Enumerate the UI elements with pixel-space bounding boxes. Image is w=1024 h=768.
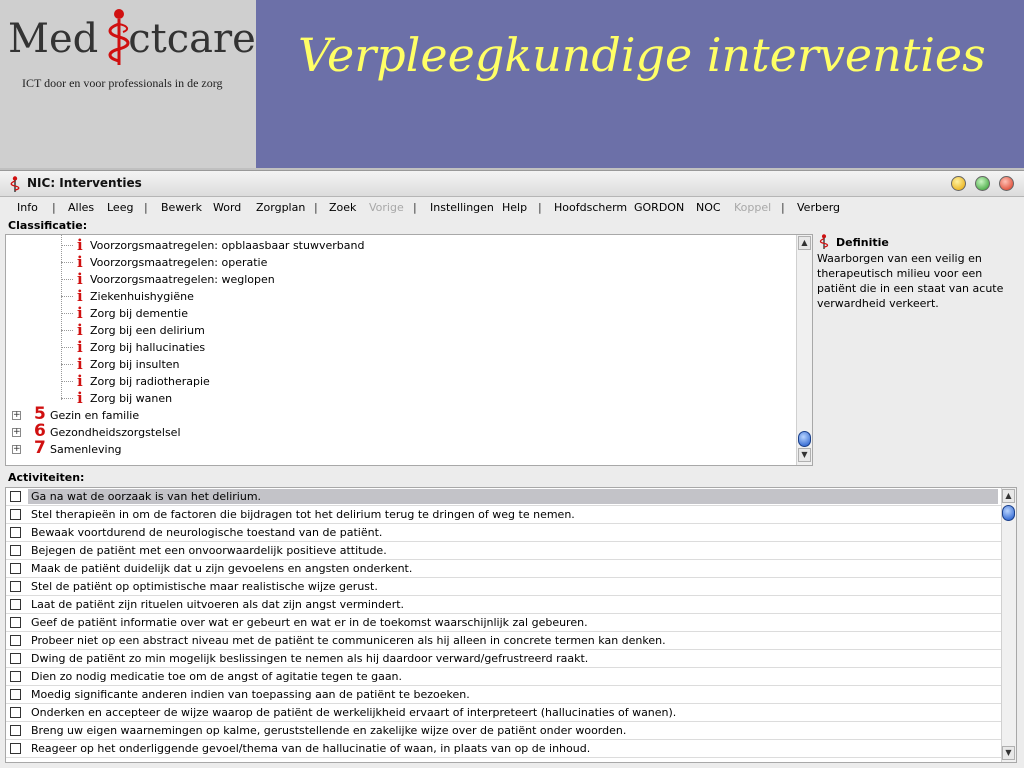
close-button[interactable] xyxy=(999,176,1014,191)
activity-checkbox[interactable] xyxy=(10,725,21,736)
activity-text: Bejegen de patiënt met een onvoorwaardelijk positieve attitude. xyxy=(31,544,387,557)
slide-title: Verpleegkundige interventies xyxy=(298,28,986,82)
activity-row[interactable] xyxy=(6,578,1003,596)
menu-separator: | xyxy=(538,201,542,214)
tree-item-label: Zorg bij insulten xyxy=(90,358,180,371)
tree-item-intervention[interactable] xyxy=(61,288,781,305)
domain-number: 5 xyxy=(34,404,46,424)
activity-text: Bewaak voortdurend de neurologische toestand van de patiënt. xyxy=(31,526,383,539)
activity-row[interactable] xyxy=(6,704,1003,722)
menu-info[interactable]: Info xyxy=(17,201,38,214)
activity-row[interactable] xyxy=(6,488,1003,506)
title-panel xyxy=(256,0,1024,168)
activity-text: Dwing de patiënt zo min mogelijk beslissingen te nemen als hij daardoor verward/gefrustreerd raakt. xyxy=(31,652,589,665)
scroll-down-icon[interactable]: ▼ xyxy=(1002,746,1015,760)
minimize-button[interactable] xyxy=(951,176,966,191)
domain-number: 7 xyxy=(34,438,46,458)
activity-text: Dien zo nodig medicatie toe om de angst of agitatie tegen te gaan. xyxy=(31,670,403,683)
tree-item-label: Gezin en familie xyxy=(50,409,140,422)
scroll-up-icon[interactable]: ▲ xyxy=(1002,489,1015,503)
activity-text: Maak de patiënt duidelijk dat u zijn gevoelens en angsten onderkent. xyxy=(31,562,413,575)
activity-checkbox[interactable] xyxy=(10,689,21,700)
activity-row[interactable] xyxy=(6,668,1003,686)
expand-icon[interactable]: + xyxy=(13,410,21,420)
menu-koppel: Koppel xyxy=(734,201,772,214)
menu-help[interactable]: Help xyxy=(502,201,528,214)
menu-separator: | xyxy=(781,201,785,214)
classification-tree[interactable] xyxy=(5,234,813,466)
tree-item-intervention[interactable] xyxy=(61,390,781,407)
menu-gordon[interactable]: GORDON xyxy=(634,201,685,214)
intervention-marker-icon: i xyxy=(77,304,83,322)
activity-text: Ga na wat de oorzaak is van het delirium. xyxy=(28,489,998,504)
menu-zorgplan[interactable]: Zorgplan xyxy=(256,201,306,214)
tree-item-intervention[interactable] xyxy=(61,305,781,322)
activity-row[interactable] xyxy=(6,632,1003,650)
window-titlebar[interactable] xyxy=(0,171,1024,197)
menu-hoofdscherm[interactable]: Hoofdscherm xyxy=(554,201,628,214)
menu-leeg[interactable]: Leeg xyxy=(107,201,134,214)
activiteiten-label: Activiteiten: xyxy=(8,471,85,484)
activity-checkbox[interactable] xyxy=(10,653,21,664)
scroll-up-icon[interactable]: ▲ xyxy=(798,236,811,250)
activity-row[interactable] xyxy=(6,686,1003,704)
logo-text-before: Med xyxy=(8,16,99,62)
menu-separator: | xyxy=(52,201,56,214)
menu-vorige: Vorige xyxy=(369,201,404,214)
tree-item-intervention[interactable] xyxy=(61,237,781,254)
tree-item-intervention[interactable] xyxy=(61,271,781,288)
definition-title: Definitie xyxy=(836,236,889,249)
tree-item-label: Zorg bij wanen xyxy=(90,392,173,405)
caduceus-icon xyxy=(8,176,22,192)
tree-item-domain[interactable] xyxy=(12,404,732,424)
activity-row[interactable] xyxy=(6,614,1003,632)
menu-noc[interactable]: NOC xyxy=(696,201,721,214)
tree-item-label: Voorzorgsmaatregelen: weglopen xyxy=(90,273,275,286)
activity-row[interactable] xyxy=(6,524,1003,542)
tree-item-intervention[interactable] xyxy=(61,356,781,373)
definition-text: Waarborgen van een veilig en therapeutisch milieu voor een patiënt die in een staat van acute verwardheid verkeert. xyxy=(817,252,1004,310)
scroll-down-icon[interactable]: ▼ xyxy=(798,448,811,462)
maximize-button[interactable] xyxy=(975,176,990,191)
logo-panel xyxy=(0,0,256,168)
logo-tagline: ICT door en voor professionals in de zorg xyxy=(22,76,223,90)
tree-item-label: Zorg bij een delirium xyxy=(90,324,205,337)
caduceus-icon xyxy=(817,234,831,249)
activity-checkbox[interactable] xyxy=(10,509,21,520)
activity-row[interactable] xyxy=(6,596,1003,614)
expand-icon[interactable]: + xyxy=(13,427,21,437)
activity-checkbox[interactable] xyxy=(10,527,21,538)
intervention-marker-icon: i xyxy=(77,253,83,271)
tree-item-label: Voorzorgsmaatregelen: opblaasbaar stuwverband xyxy=(90,239,365,252)
caduceus-icon xyxy=(103,8,135,68)
menu-instellingen[interactable]: Instellingen xyxy=(430,201,494,214)
logo-text-after: ctcare xyxy=(128,16,256,62)
tree-item-intervention[interactable] xyxy=(61,373,781,390)
tree-item-domain[interactable] xyxy=(12,438,732,458)
tree-item-intervention[interactable] xyxy=(61,339,781,356)
activity-text: Reageer op het onderliggende gevoel/thema van de hallucinatie of waan, in plaats van op de inhoud. xyxy=(31,742,591,755)
activity-row[interactable] xyxy=(6,542,1003,560)
activities-list[interactable] xyxy=(5,487,1017,763)
tree-item-label: Ziekenhuishygiëne xyxy=(90,290,194,303)
tree-item-label: Samenleving xyxy=(50,443,122,456)
intervention-marker-icon: i xyxy=(77,287,83,305)
activity-text: Moedig significante anderen indien van toepassing aan de patiënt te bezoeken. xyxy=(31,688,470,701)
intervention-marker-icon: i xyxy=(77,372,83,390)
activity-checkbox[interactable] xyxy=(10,707,21,718)
menu-zoek[interactable]: Zoek xyxy=(329,201,357,214)
activity-row[interactable] xyxy=(6,722,1003,740)
menu-word[interactable]: Word xyxy=(213,201,242,214)
tree-scrollbar[interactable] xyxy=(796,235,813,465)
menu-separator: | xyxy=(314,201,318,214)
tree-item-label: Zorg bij dementie xyxy=(90,307,189,320)
intervention-marker-icon: i xyxy=(77,236,83,254)
activity-checkbox[interactable] xyxy=(10,563,21,574)
intervention-marker-icon: i xyxy=(77,321,83,339)
activity-row[interactable] xyxy=(6,740,1003,758)
scroll-thumb[interactable] xyxy=(1002,505,1015,521)
menu-verberg[interactable]: Verberg xyxy=(797,201,841,214)
activity-text: Onderken en accepteer de wijze waarop de patiënt de werkelijkheid ervaart of interpreteert (hallucinaties of wanen). xyxy=(31,706,677,719)
menubar xyxy=(0,198,1024,218)
menu-separator: | xyxy=(413,201,417,214)
tree-item-intervention[interactable] xyxy=(61,322,781,339)
classificatie-label: Classificatie: xyxy=(8,219,88,232)
tree-item-intervention[interactable] xyxy=(61,254,781,271)
activity-text: Laat de patiënt zijn rituelen uitvoeren als dat zijn angst vermindert. xyxy=(31,598,405,611)
intervention-marker-icon: i xyxy=(77,270,83,288)
activity-checkbox[interactable] xyxy=(10,491,21,502)
activity-text: Breng uw eigen waarnemingen op kalme, geruststellende en zakelijke wijze over de patiënt onder woorden. xyxy=(31,724,627,737)
activity-checkbox[interactable] xyxy=(10,581,21,592)
tree-item-label: Voorzorgsmaatregelen: operatie xyxy=(90,256,268,269)
menu-bewerk[interactable]: Bewerk xyxy=(161,201,202,214)
activity-text: Stel de patiënt op optimistische maar realistische wijze gerust. xyxy=(31,580,378,593)
activity-checkbox[interactable] xyxy=(10,617,21,628)
tree-item-label: Zorg bij radiotherapie xyxy=(90,375,210,388)
scroll-thumb[interactable] xyxy=(798,431,811,447)
activity-checkbox[interactable] xyxy=(10,671,21,682)
domain-number: 6 xyxy=(34,421,46,441)
activity-checkbox[interactable] xyxy=(10,599,21,610)
intervention-marker-icon: i xyxy=(77,338,83,356)
tree-item-label: Zorg bij hallucinaties xyxy=(90,341,206,354)
intervention-marker-icon: i xyxy=(77,355,83,373)
tree-item-label: Gezondheidszorgstelsel xyxy=(50,426,181,439)
window-title: NIC: Interventies xyxy=(27,176,142,190)
slide-header xyxy=(0,0,1024,168)
activity-row[interactable] xyxy=(6,506,1003,524)
activity-checkbox[interactable] xyxy=(10,635,21,646)
activity-row[interactable] xyxy=(6,560,1003,578)
menu-separator: | xyxy=(144,201,148,214)
activities-scrollbar[interactable] xyxy=(1001,488,1016,762)
app-window xyxy=(0,170,1024,768)
tree-item-domain[interactable] xyxy=(12,421,732,441)
intervention-marker-icon: i xyxy=(77,389,83,407)
activity-checkbox[interactable] xyxy=(10,545,21,556)
activity-row[interactable] xyxy=(6,650,1003,668)
activity-text: Geef de patiënt informatie over wat er gebeurt en wat er in de toekomst waarschijnlijk zal gebeuren. xyxy=(31,616,588,629)
activity-checkbox[interactable] xyxy=(10,743,21,754)
menu-alles[interactable]: Alles xyxy=(68,201,95,214)
expand-icon[interactable]: + xyxy=(13,444,21,454)
activity-text: Probeer niet op een abstract niveau met de patiënt te communiceren als hij alleen in concrete termen kan denken. xyxy=(31,634,666,647)
activity-text: Stel therapieën in om de factoren die bijdragen tot het delirium terug te dringen of weg te nemen. xyxy=(31,508,575,521)
